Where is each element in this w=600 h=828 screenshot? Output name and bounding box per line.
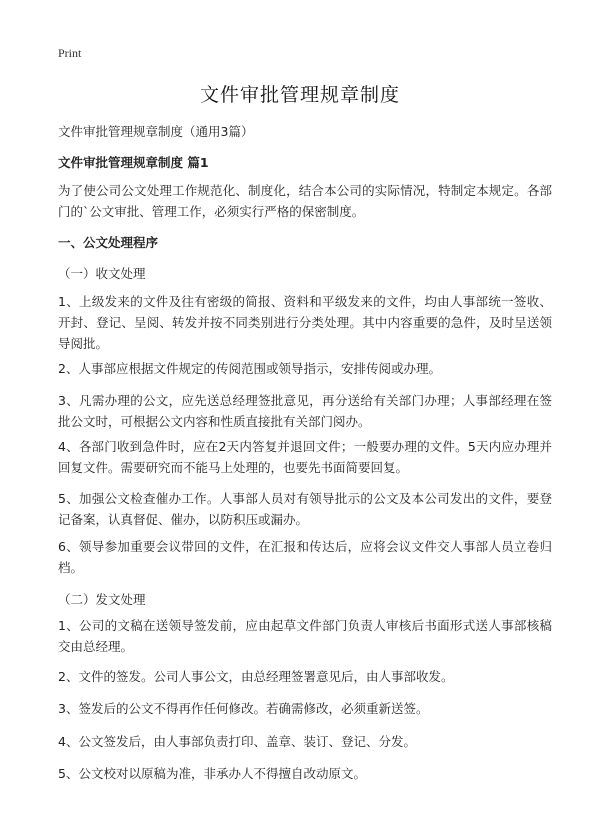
receive-item-6: 6、领导参加重要会议带回的文件，在汇报和传达后，应将会议文件交人事部人员立卷归档。 [58,539,552,575]
subheading-send: （二）发文处理 [58,592,146,607]
receive-item-3: 3、凡需办理的公文，应先送总经理签批意见，再分送给有关部门办理；人事部经理在签批公文时，可根据公文内容和性质直接批有关部门阅办。 [58,393,552,429]
receive-item-1: 1、上级发来的文件及往有密级的简报、资料和平级发来的文件，均由人事部统一签收、开封、登记、呈阅、转发并按不同类别进行分类处理。其中内容重要的急件，及时呈送领导阅批。 [58,294,552,351]
section-title: 文件审批管理规章制度 篇1 [58,155,209,170]
send-item-2: 2、文件的签发。公司人事公文，由总经理签署意见后，由人事部收发。 [58,669,454,684]
subheading-receive: （一）收文处理 [58,266,146,281]
send-item-5: 5、公文校对以原稿为准，非承办人不得擅自改动原文。 [58,766,366,781]
receive-item-2: 2、人事部应根据文件规定的传阅范围或领导指示，安排传阅或办理。 [58,361,441,376]
receive-item-5: 5、加强公文检查催办工作。人事部人员对有领导批示的公文及本公司发出的文件，要登记备案，认真督促、催办，以防积压或漏办。 [58,491,552,527]
heading-procedure: 一、公文处理程序 [58,235,159,250]
send-item-4: 4、公文签发后，由人事部负责打印、盖章、装订、登记、分发。 [58,734,416,749]
print-link[interactable]: Print [58,46,82,60]
receive-item-4: 4、各部门收到急件时，应在2天内答复并退回文件；一般要办理的文件。5天内应办理并回复文件。需要研究而不能马上处理的，也要先书面简要回复。 [58,439,552,475]
send-item-1: 1、公司的文稿在送领导签发前，应由起草文件部门负责人审核后书面形式送人事部核稿交由总经理。 [58,618,552,654]
send-item-3: 3、签发后的公文不得再作任何修改。若确需修改，必须重新送签。 [58,701,429,716]
intro-paragraph: 为了使公司公文处理工作规范化、制度化，结合本公司的实际情况，特制定本规定。各部门的`公文审批、管理工作，必须实行严格的保密制度。 [58,183,552,219]
document-subtitle: 文件审批管理规章制度（通用3篇） [58,124,254,139]
document-title: 文件审批管理规章制度 [199,84,400,106]
